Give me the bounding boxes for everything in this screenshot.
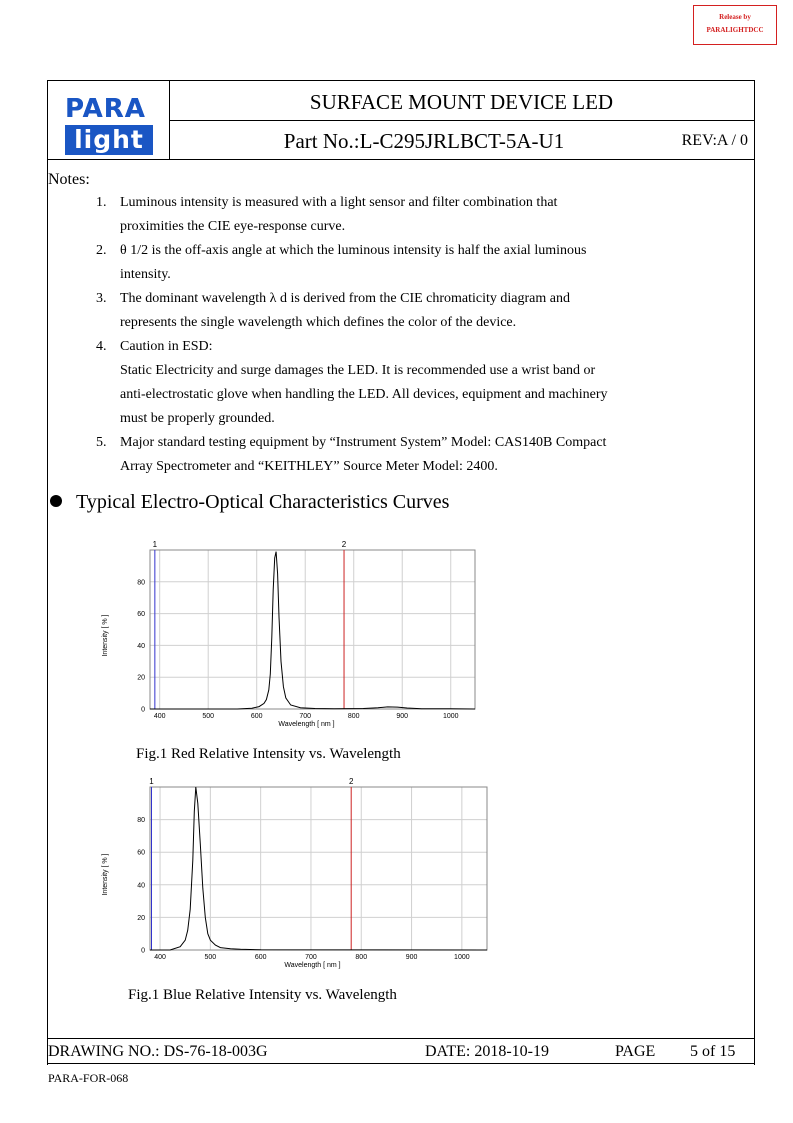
stamp-line2: PARALIGHTDCC: [706, 26, 764, 34]
note-line: intensity.: [120, 267, 171, 282]
note-line: Major standard testing equipment by “Instrument System” Model: CAS140B Compact: [120, 435, 607, 450]
stamp-line1: Release by: [719, 13, 751, 21]
note-line: Static Electricity and surge damages the LED. It is recommended use a wrist band or: [120, 363, 596, 378]
section-heading: [50, 491, 449, 514]
x-tick-label: 700: [305, 954, 317, 961]
plot-frame: [150, 787, 487, 950]
page-label: PAGE: [615, 1043, 656, 1060]
y-axis-label: Intensity [ % ]: [102, 853, 109, 896]
marker-label: 1: [149, 777, 154, 786]
y-tick-label: 60: [137, 849, 145, 857]
note-number: 4.: [96, 339, 107, 354]
plot-frame: [150, 550, 475, 709]
note-line: anti-electrostatic glove when handling the LED. All devices, equipment and machinery: [120, 387, 608, 402]
x-tick-label: 900: [396, 713, 409, 720]
x-tick-label: 700: [299, 713, 312, 720]
bullet-icon: [50, 495, 62, 507]
note-item: [96, 335, 696, 431]
note-number: 1.: [96, 195, 107, 210]
note-item: [96, 191, 696, 239]
drawing-number: DRAWING NO.: DS-76-18-003G: [48, 1043, 268, 1060]
x-tick-label: 800: [355, 954, 368, 961]
x-tick-label: 600: [250, 713, 263, 720]
marker-label: 1: [152, 540, 158, 549]
note-line: Luminous intensity is measured with a light sensor and filter combination that: [120, 195, 558, 210]
y-tick-label: 80: [137, 817, 145, 825]
x-tick-label: 400: [154, 954, 166, 961]
x-tick-label: 900: [405, 954, 418, 961]
note-number: 2.: [96, 243, 107, 258]
note-number: 5.: [96, 435, 107, 450]
marker-label: 2: [341, 540, 347, 549]
company-logo: [65, 95, 153, 155]
figure-caption-blue: Fig.1 Blue Relative Intensity vs. Wavelength: [128, 987, 397, 1003]
footer-bar: [47, 1038, 755, 1064]
spectrum-line: [150, 787, 487, 950]
note-item: [96, 287, 696, 335]
frame-left: [47, 160, 48, 1065]
figure-caption-red: Fig.1 Red Relative Intensity vs. Wavelength: [136, 746, 401, 762]
form-number: PARA-FOR-068: [48, 1071, 129, 1085]
spectrum-line: [150, 552, 475, 709]
section-title: Typical Electro-Optical Characteristics Curves: [76, 491, 450, 513]
x-axis-label: Wavelength [ nm ]: [278, 721, 335, 728]
frame-right: [754, 160, 755, 1065]
logo-cell: [48, 81, 170, 159]
blue-spectrum-chart: [95, 773, 495, 978]
note-line: θ 1/2 is the off-axis angle at which the luminous intensity is half the axial luminous: [120, 243, 587, 258]
x-tick-label: 400: [153, 713, 166, 720]
note-line: Array Spectrometer and “KEITHLEY” Source Meter Model: 2400.: [120, 459, 498, 474]
red-spectrum-chart: [95, 536, 485, 741]
y-tick-label: 0: [141, 706, 145, 714]
page-number: 5 of 15: [690, 1043, 736, 1060]
note-line: proximities the CIE eye-response curve.: [120, 219, 346, 234]
notes-title: Notes:: [48, 171, 90, 188]
x-tick-label: 1000: [442, 713, 459, 720]
x-tick-label: 600: [254, 954, 267, 961]
x-tick-label: 1000: [454, 954, 470, 961]
note-item: [96, 431, 696, 479]
note-line: must be properly grounded.: [120, 411, 275, 426]
note-line: represents the single wavelength which defines the color of the device.: [120, 315, 517, 330]
document-date: DATE: 2018-10-19: [425, 1043, 549, 1060]
y-tick-label: 20: [137, 674, 145, 682]
part-row: [169, 120, 754, 159]
x-axis-label: Wavelength [ nm ]: [284, 962, 341, 969]
logo-bottom-text: light: [65, 125, 153, 155]
note-line: Caution in ESD:: [120, 339, 213, 354]
y-tick-label: 20: [137, 914, 145, 922]
part-number: Part No.:L-C295JRLBCT-5A-U1: [283, 129, 565, 153]
y-tick-label: 80: [137, 579, 145, 587]
x-tick-label: 500: [204, 954, 217, 961]
x-tick-label: 800: [347, 713, 360, 720]
logo-top-text: PARA: [65, 94, 146, 124]
note-line: The dominant wavelength λ d is derived from the CIE chromaticity diagram and: [120, 291, 570, 306]
header-table: [47, 80, 755, 160]
note-number: 3.: [96, 291, 107, 306]
release-stamp: [693, 5, 777, 45]
marker-label: 2: [348, 777, 354, 786]
y-tick-label: 0: [141, 947, 145, 955]
document-title: SURFACE MOUNT DEVICE LED: [169, 81, 754, 121]
note-item: [96, 239, 696, 287]
y-tick-label: 40: [137, 882, 145, 890]
y-tick-label: 60: [137, 611, 145, 619]
y-axis-label: Intensity [ % ]: [102, 614, 109, 657]
x-tick-label: 500: [202, 713, 215, 720]
y-tick-label: 40: [137, 642, 145, 650]
revision: REV:A / 0: [681, 132, 748, 149]
